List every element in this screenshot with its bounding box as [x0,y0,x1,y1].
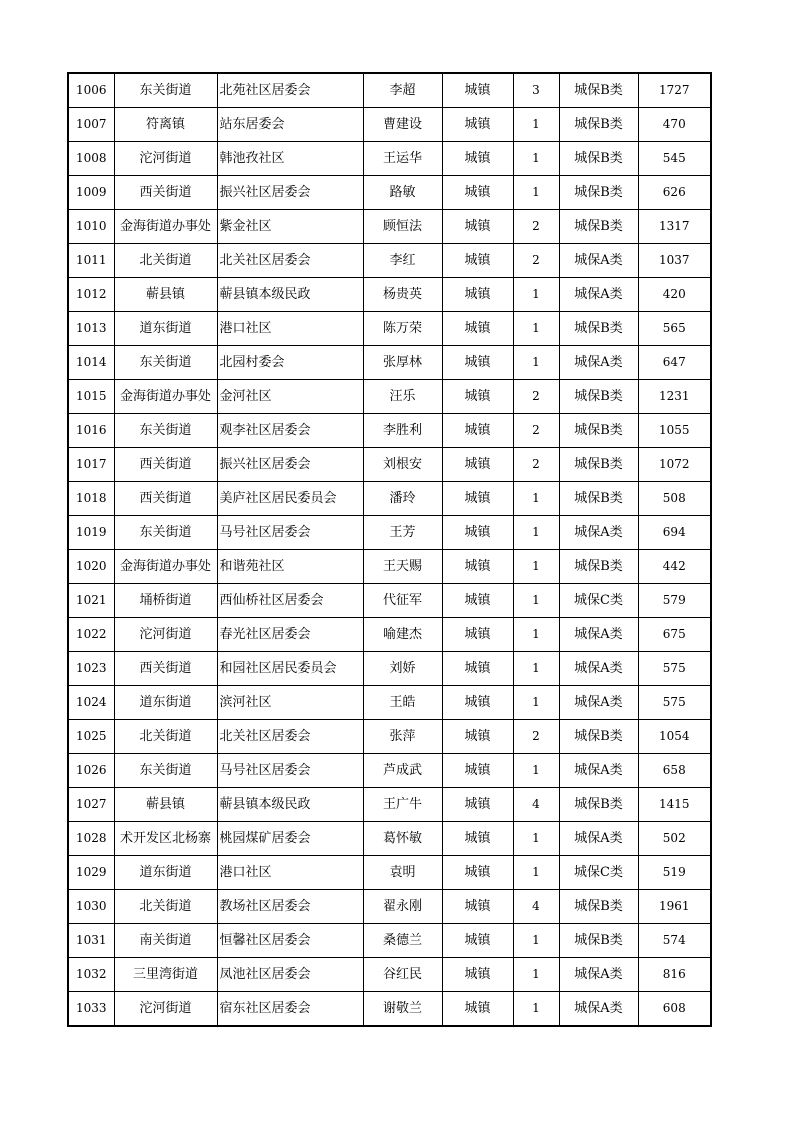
table-row [68,788,711,822]
record-id-cell: 1021 [68,584,114,618]
community-cell: 和园社区居民委员会 [217,652,363,686]
household-count-cell: 1 [513,550,559,584]
name-cell: 王广牛 [363,788,442,822]
area-type-cell: 城镇 [442,652,513,686]
name-cell: 张厚林 [363,346,442,380]
table-row [68,380,711,414]
name-cell: 李红 [363,244,442,278]
amount-cell: 1231 [638,380,711,414]
street-cell: 东关街道 [114,754,217,788]
record-id-cell: 1028 [68,822,114,856]
name-cell: 刘根安 [363,448,442,482]
area-type-cell: 城镇 [442,890,513,924]
table-row [68,414,711,448]
community-cell: 美庐社区居民委员会 [217,482,363,516]
amount-cell: 694 [638,516,711,550]
record-id-cell: 1008 [68,142,114,176]
table-row [68,482,711,516]
area-type-cell: 城镇 [442,856,513,890]
area-type-cell: 城镇 [442,788,513,822]
name-cell: 顾恒法 [363,210,442,244]
street-cell: 金海街道办事处 [114,380,217,414]
household-count-cell: 1 [513,312,559,346]
household-count-cell: 2 [513,244,559,278]
household-count-cell: 1 [513,856,559,890]
community-cell: 恒馨社区居委会 [217,924,363,958]
street-cell: 三里湾街道 [114,958,217,992]
name-cell: 谷红民 [363,958,442,992]
name-cell: 杨贵英 [363,278,442,312]
record-id-cell: 1033 [68,992,114,1027]
name-cell: 芦成武 [363,754,442,788]
record-id-cell: 1032 [68,958,114,992]
street-cell: 西关街道 [114,448,217,482]
street-cell: 沱河街道 [114,142,217,176]
area-type-cell: 城镇 [442,380,513,414]
category-cell: 城保C类 [559,584,638,618]
amount-cell: 519 [638,856,711,890]
name-cell: 陈万荣 [363,312,442,346]
area-type-cell: 城镇 [442,73,513,108]
area-type-cell: 城镇 [442,516,513,550]
table-row [68,142,711,176]
category-cell: 城保B类 [559,414,638,448]
community-cell: 站东居委会 [217,108,363,142]
household-count-cell: 1 [513,346,559,380]
community-cell: 北关社区居委会 [217,720,363,754]
street-cell: 道东街道 [114,856,217,890]
table-row [68,550,711,584]
amount-cell: 420 [638,278,711,312]
name-cell: 王芳 [363,516,442,550]
category-cell: 城保B类 [559,176,638,210]
table-body [68,73,711,1026]
name-cell: 代征军 [363,584,442,618]
community-cell: 紫金社区 [217,210,363,244]
community-cell: 马号社区居委会 [217,754,363,788]
street-cell: 术开发区北杨寨 [114,822,217,856]
category-cell: 城保A类 [559,686,638,720]
record-id-cell: 1023 [68,652,114,686]
category-cell: 城保A类 [559,278,638,312]
name-cell: 潘玲 [363,482,442,516]
table-row [68,652,711,686]
community-cell: 北园村委会 [217,346,363,380]
record-id-cell: 1024 [68,686,114,720]
amount-cell: 647 [638,346,711,380]
name-cell: 汪乐 [363,380,442,414]
category-cell: 城保B类 [559,73,638,108]
community-cell: 观李社区居委会 [217,414,363,448]
record-id-cell: 1012 [68,278,114,312]
household-count-cell: 4 [513,890,559,924]
category-cell: 城保B类 [559,312,638,346]
table-row [68,312,711,346]
community-cell: 韩池孜社区 [217,142,363,176]
table-row [68,890,711,924]
category-cell: 城保B类 [559,550,638,584]
table-row [68,822,711,856]
community-cell: 振兴社区居委会 [217,176,363,210]
record-id-cell: 1011 [68,244,114,278]
area-type-cell: 城镇 [442,924,513,958]
record-id-cell: 1031 [68,924,114,958]
amount-cell: 1037 [638,244,711,278]
category-cell: 城保B类 [559,108,638,142]
amount-cell: 575 [638,686,711,720]
table-row [68,584,711,618]
record-id-cell: 1027 [68,788,114,822]
table-row [68,210,711,244]
amount-cell: 575 [638,652,711,686]
street-cell: 西关街道 [114,482,217,516]
table-row [68,73,711,108]
household-count-cell: 2 [513,720,559,754]
community-cell: 北苑社区居委会 [217,73,363,108]
community-cell: 和谐苑社区 [217,550,363,584]
community-cell: 桃园煤矿居委会 [217,822,363,856]
community-cell: 港口社区 [217,312,363,346]
household-count-cell: 1 [513,516,559,550]
household-count-cell: 1 [513,278,559,312]
amount-cell: 1727 [638,73,711,108]
community-cell: 蕲县镇本级民政 [217,788,363,822]
table-row [68,720,711,754]
area-type-cell: 城镇 [442,992,513,1027]
area-type-cell: 城镇 [442,550,513,584]
record-id-cell: 1029 [68,856,114,890]
category-cell: 城保A类 [559,822,638,856]
area-type-cell: 城镇 [442,346,513,380]
table-row [68,686,711,720]
name-cell: 李超 [363,73,442,108]
category-cell: 城保B类 [559,788,638,822]
table-row [68,278,711,312]
table-row [68,618,711,652]
area-type-cell: 城镇 [442,686,513,720]
household-count-cell: 1 [513,584,559,618]
street-cell: 蕲县镇 [114,788,217,822]
name-cell: 王天赐 [363,550,442,584]
household-count-cell: 1 [513,924,559,958]
amount-cell: 608 [638,992,711,1027]
area-type-cell: 城镇 [442,108,513,142]
area-type-cell: 城镇 [442,958,513,992]
community-cell: 宿东社区居委会 [217,992,363,1027]
category-cell: 城保B类 [559,720,638,754]
category-cell: 城保A类 [559,958,638,992]
community-cell: 蕲县镇本级民政 [217,278,363,312]
category-cell: 城保A类 [559,618,638,652]
street-cell: 北关街道 [114,890,217,924]
household-count-cell: 4 [513,788,559,822]
name-cell: 路敏 [363,176,442,210]
street-cell: 沱河街道 [114,618,217,652]
area-type-cell: 城镇 [442,414,513,448]
area-type-cell: 城镇 [442,618,513,652]
record-id-cell: 1007 [68,108,114,142]
amount-cell: 1415 [638,788,711,822]
name-cell: 葛怀敏 [363,822,442,856]
table-row [68,448,711,482]
household-count-cell: 1 [513,108,559,142]
category-cell: 城保A类 [559,244,638,278]
name-cell: 袁明 [363,856,442,890]
record-id-cell: 1009 [68,176,114,210]
amount-cell: 816 [638,958,711,992]
street-cell: 东关街道 [114,73,217,108]
name-cell: 王皓 [363,686,442,720]
category-cell: 城保A类 [559,992,638,1027]
household-count-cell: 2 [513,448,559,482]
amount-cell: 1317 [638,210,711,244]
household-count-cell: 2 [513,380,559,414]
amount-cell: 574 [638,924,711,958]
amount-cell: 502 [638,822,711,856]
community-cell: 北关社区居委会 [217,244,363,278]
area-type-cell: 城镇 [442,720,513,754]
household-count-cell: 1 [513,142,559,176]
household-count-cell: 1 [513,652,559,686]
table-row [68,108,711,142]
household-count-cell: 2 [513,414,559,448]
record-id-cell: 1006 [68,73,114,108]
record-id-cell: 1014 [68,346,114,380]
name-cell: 谢敬兰 [363,992,442,1027]
record-id-cell: 1018 [68,482,114,516]
name-cell: 喻建杰 [363,618,442,652]
area-type-cell: 城镇 [442,312,513,346]
community-cell: 马号社区居委会 [217,516,363,550]
community-cell: 西仙桥社区居委会 [217,584,363,618]
record-id-cell: 1022 [68,618,114,652]
amount-cell: 545 [638,142,711,176]
street-cell: 南关街道 [114,924,217,958]
community-cell: 振兴社区居委会 [217,448,363,482]
table-row [68,346,711,380]
category-cell: 城保C类 [559,856,638,890]
category-cell: 城保B类 [559,380,638,414]
household-count-cell: 1 [513,992,559,1027]
name-cell: 桑德兰 [363,924,442,958]
community-cell: 港口社区 [217,856,363,890]
household-count-cell: 1 [513,482,559,516]
community-cell: 凤池社区居委会 [217,958,363,992]
table-row [68,754,711,788]
street-cell: 蕲县镇 [114,278,217,312]
record-id-cell: 1030 [68,890,114,924]
record-id-cell: 1026 [68,754,114,788]
category-cell: 城保A类 [559,516,638,550]
record-id-cell: 1017 [68,448,114,482]
category-cell: 城保B类 [559,448,638,482]
amount-cell: 1072 [638,448,711,482]
amount-cell: 579 [638,584,711,618]
category-cell: 城保B类 [559,142,638,176]
street-cell: 埇桥街道 [114,584,217,618]
category-cell: 城保A类 [559,652,638,686]
household-count-cell: 1 [513,686,559,720]
record-id-cell: 1015 [68,380,114,414]
area-type-cell: 城镇 [442,822,513,856]
street-cell: 金海街道办事处 [114,210,217,244]
table-row [68,516,711,550]
amount-cell: 470 [638,108,711,142]
community-cell: 教场社区居委会 [217,890,363,924]
record-id-cell: 1013 [68,312,114,346]
category-cell: 城保B类 [559,890,638,924]
table-row [68,958,711,992]
household-count-cell: 1 [513,754,559,788]
name-cell: 曹建设 [363,108,442,142]
community-cell: 滨河社区 [217,686,363,720]
amount-cell: 508 [638,482,711,516]
table-row [68,992,711,1027]
street-cell: 道东街道 [114,686,217,720]
street-cell: 东关街道 [114,346,217,380]
street-cell: 金海街道办事处 [114,550,217,584]
record-id-cell: 1010 [68,210,114,244]
record-id-cell: 1016 [68,414,114,448]
street-cell: 道东街道 [114,312,217,346]
household-count-cell: 3 [513,73,559,108]
street-cell: 西关街道 [114,652,217,686]
street-cell: 北关街道 [114,244,217,278]
amount-cell: 658 [638,754,711,788]
area-type-cell: 城镇 [442,210,513,244]
name-cell: 李胜利 [363,414,442,448]
area-type-cell: 城镇 [442,176,513,210]
record-id-cell: 1019 [68,516,114,550]
records-table [67,72,712,1027]
street-cell: 东关街道 [114,414,217,448]
street-cell: 东关街道 [114,516,217,550]
area-type-cell: 城镇 [442,584,513,618]
area-type-cell: 城镇 [442,754,513,788]
area-type-cell: 城镇 [442,482,513,516]
category-cell: 城保B类 [559,482,638,516]
table-row [68,924,711,958]
name-cell: 翟永刚 [363,890,442,924]
amount-cell: 626 [638,176,711,210]
area-type-cell: 城镇 [442,278,513,312]
category-cell: 城保B类 [559,210,638,244]
household-count-cell: 1 [513,176,559,210]
table-row [68,244,711,278]
street-cell: 西关街道 [114,176,217,210]
record-id-cell: 1020 [68,550,114,584]
category-cell: 城保B类 [559,924,638,958]
category-cell: 城保A类 [559,346,638,380]
street-cell: 符离镇 [114,108,217,142]
household-count-cell: 2 [513,210,559,244]
name-cell: 王运华 [363,142,442,176]
record-id-cell: 1025 [68,720,114,754]
household-count-cell: 1 [513,822,559,856]
table-row [68,176,711,210]
category-cell: 城保A类 [559,754,638,788]
amount-cell: 675 [638,618,711,652]
community-cell: 春光社区居委会 [217,618,363,652]
amount-cell: 565 [638,312,711,346]
household-count-cell: 1 [513,958,559,992]
household-count-cell: 1 [513,618,559,652]
name-cell: 刘娇 [363,652,442,686]
amount-cell: 1961 [638,890,711,924]
amount-cell: 442 [638,550,711,584]
community-cell: 金河社区 [217,380,363,414]
amount-cell: 1054 [638,720,711,754]
amount-cell: 1055 [638,414,711,448]
table-row [68,856,711,890]
name-cell: 张萍 [363,720,442,754]
area-type-cell: 城镇 [442,142,513,176]
street-cell: 北关街道 [114,720,217,754]
street-cell: 沱河街道 [114,992,217,1027]
area-type-cell: 城镇 [442,244,513,278]
area-type-cell: 城镇 [442,448,513,482]
